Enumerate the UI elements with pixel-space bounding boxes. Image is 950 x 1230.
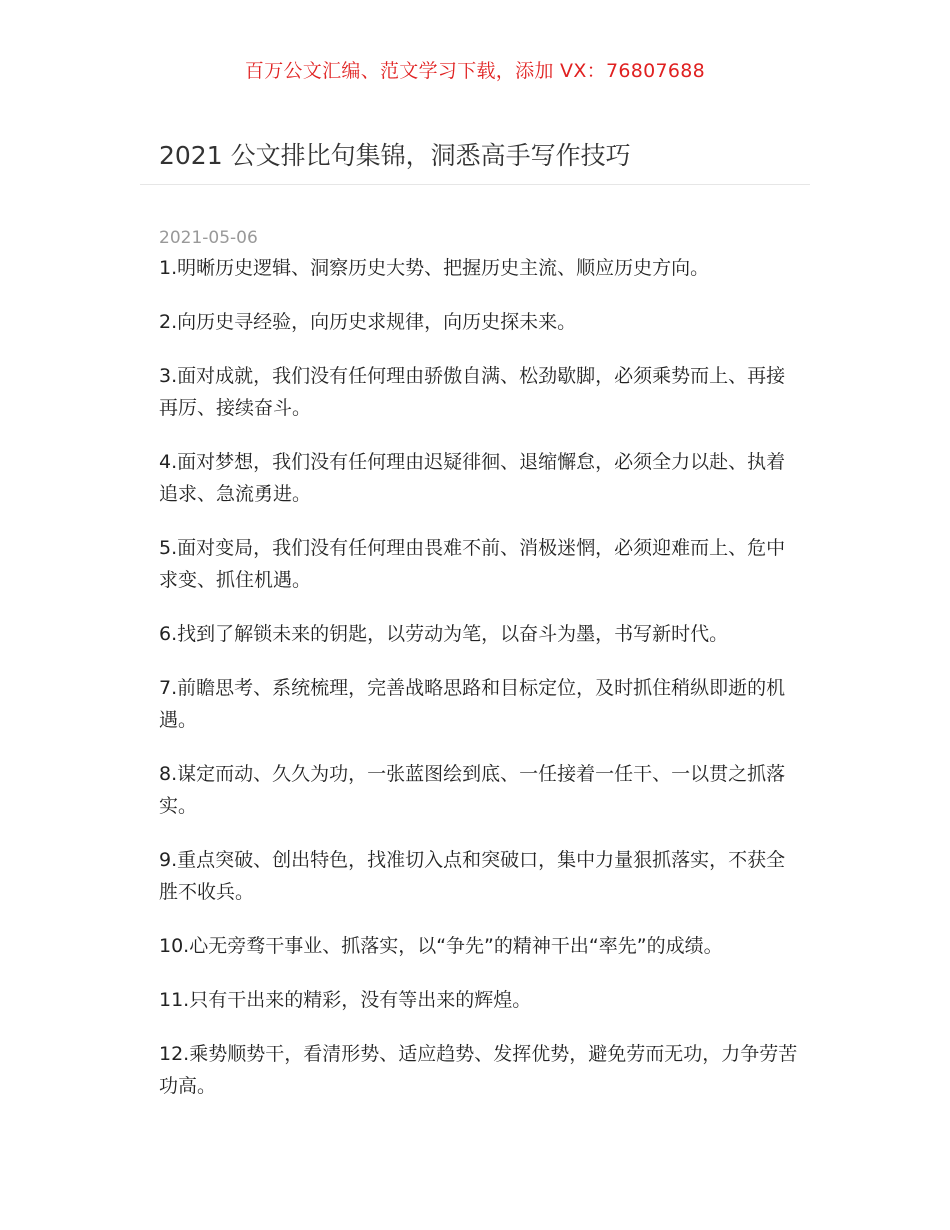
list-item: 10.心无旁骛干事业、抓落实，以“争先”的精神干出“率先”的成绩。 — [159, 935, 723, 957]
list-item: 12.乘势顺势干，看清形势、适应趋势、发挥优势，避免劳而无功，力争劳苦功高。 — [159, 1043, 798, 1097]
list-item: 7.前瞻思考、系统梳理，完善战略思路和目标定位，及时抓住稍纵即逝的机遇。 — [159, 677, 786, 731]
article-header — [159, 136, 799, 176]
list-item: 9.重点突破、创出特色，找准切入点和突破口，集中力量狠抓落实，不获全胜不收兵。 — [159, 849, 786, 903]
list-item: 6.找到了解锁未来的钥匙，以劳动为笔，以奋斗为墨，书写新时代。 — [159, 623, 729, 645]
list-item: 4.面对梦想，我们没有任何理由迟疑徘徊、退缩懈怠，必须全力以赴、执着追求、急流勇进。 — [159, 451, 786, 505]
list-item: 5.面对变局，我们没有任何理由畏难不前、消极迷惘，必须迎难而上、危中求变、抓住机遇。 — [159, 537, 786, 591]
sentence-list — [159, 252, 799, 1124]
article-title: 2021 公文排比句集锦，洞悉高手写作技巧 — [159, 141, 631, 170]
list-item: 3.面对成就，我们没有任何理由骄傲自满、松劲歇脚，必须乘势而上、再接再厉、接续奋斗。 — [159, 365, 786, 419]
list-item: 2.向历史寻经验，向历史求规律，向历史探未来。 — [159, 311, 577, 333]
list-item: 8.谋定而动、久久为功，一张蓝图绘到底、一任接着一任干、一以贯之抓落实。 — [159, 763, 786, 817]
publish-date: 2021-05-06 — [159, 228, 258, 248]
list-item: 11.只有干出来的精彩，没有等出来的辉煌。 — [159, 989, 532, 1011]
list-item: 1.明晰历史逻辑、洞察历史大势、把握历史主流、顺应历史方向。 — [159, 257, 710, 279]
title-divider — [140, 184, 810, 185]
promo-banner: 百万公文汇编、范文学习下载，添加 VX：76807688 — [244, 60, 706, 82]
